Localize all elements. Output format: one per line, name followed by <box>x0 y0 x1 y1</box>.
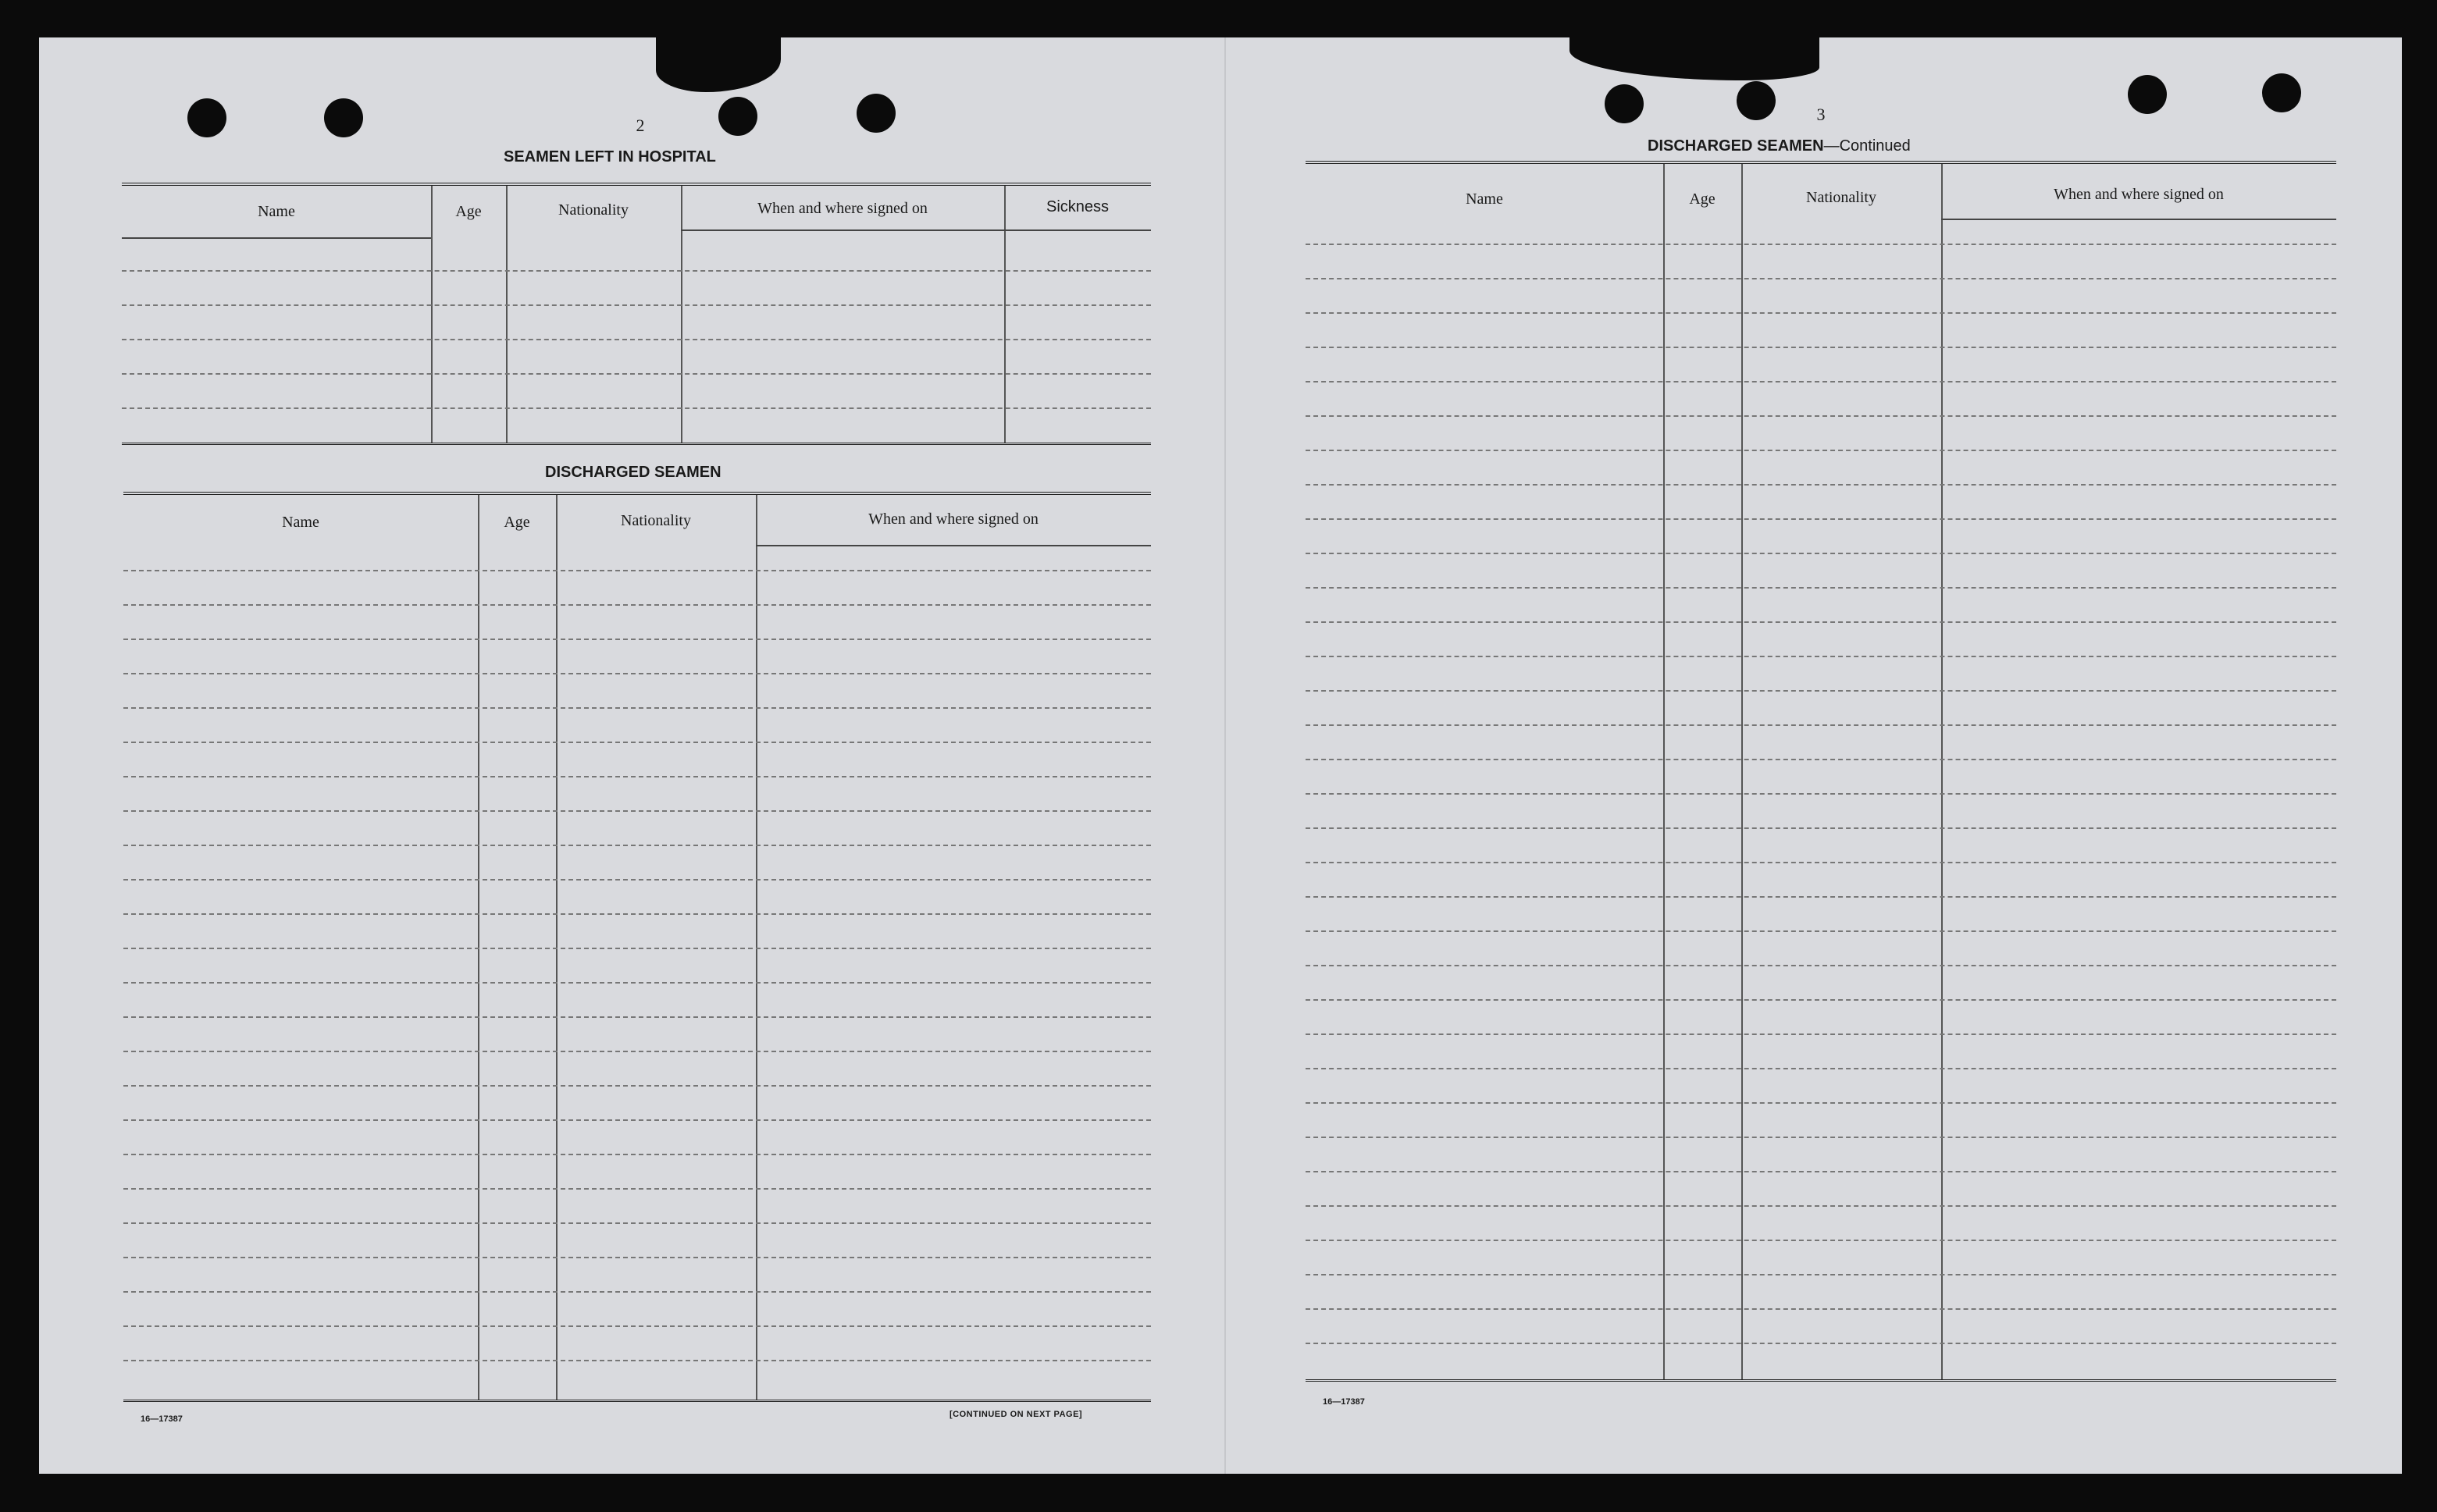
entry-line <box>123 1360 1151 1361</box>
continued-note: [CONTINUED ON NEXT PAGE] <box>950 1410 1083 1419</box>
entry-line <box>1306 1137 2336 1138</box>
entry-line <box>1306 656 2336 657</box>
entry-line <box>123 673 1151 674</box>
entry-line <box>123 1085 1151 1087</box>
entry-line <box>123 1119 1151 1121</box>
entry-line <box>1306 724 2336 726</box>
entry-line <box>1306 621 2336 623</box>
punch-hole <box>857 94 896 133</box>
punch-hole <box>187 98 226 137</box>
entry-line <box>123 639 1151 640</box>
entry-line <box>1306 930 2336 932</box>
entry-line <box>1306 244 2336 245</box>
page-number: 3 <box>1816 105 1826 124</box>
column-header-age: Age <box>504 514 530 531</box>
entry-line <box>1306 999 2336 1001</box>
discharged-continued-title <box>1648 137 1911 155</box>
entry-line <box>123 948 1151 949</box>
entry-line <box>123 1016 1151 1018</box>
entry-line <box>1306 312 2336 314</box>
entry-line <box>1306 450 2336 451</box>
entry-line <box>1306 415 2336 417</box>
form-number: 16—17387 <box>1323 1397 1365 1407</box>
entry-line <box>123 913 1151 915</box>
header-rule <box>681 229 1151 231</box>
column-header-nationality: Nationality <box>1806 189 1876 206</box>
hospital-section-title: SEAMEN LEFT IN HOSPITAL <box>504 148 716 165</box>
column-divider <box>681 186 682 443</box>
entry-line <box>1306 862 2336 863</box>
entry-line <box>1306 1205 2336 1207</box>
entry-line <box>123 1291 1151 1293</box>
column-divider <box>431 186 433 443</box>
entry-line <box>1306 381 2336 382</box>
column-header-signed-on: When and where signed on <box>868 511 1039 528</box>
entry-line <box>122 407 1151 409</box>
column-divider <box>506 186 508 443</box>
entry-line <box>1306 1240 2336 1241</box>
entry-line <box>122 373 1151 375</box>
entry-line <box>123 1188 1151 1190</box>
column-header-signed-on: When and where signed on <box>2054 186 2224 203</box>
entry-line <box>123 604 1151 606</box>
header-rule <box>122 237 431 239</box>
column-header-name: Name <box>282 514 319 531</box>
entry-line <box>1306 484 2336 486</box>
entry-line <box>123 742 1151 743</box>
entry-line <box>123 1325 1151 1327</box>
discharged-table-left <box>123 492 1151 1402</box>
header-rule <box>756 545 1151 546</box>
column-header-sickness: Sickness <box>1046 198 1110 215</box>
entry-line <box>1306 896 2336 898</box>
punch-hole <box>718 97 757 136</box>
entry-line <box>122 270 1151 272</box>
title-text: DISCHARGED SEAMEN <box>1648 137 1824 155</box>
entry-line <box>1306 965 2336 966</box>
column-header-nationality: Nationality <box>621 512 691 529</box>
entry-line <box>123 845 1151 846</box>
page-fold <box>1224 37 1226 1474</box>
entry-line <box>122 304 1151 306</box>
entry-line <box>1306 1343 2336 1344</box>
entry-line <box>1306 1171 2336 1172</box>
hospital-table <box>122 183 1151 445</box>
entry-line <box>123 1154 1151 1155</box>
punch-hole <box>2262 73 2301 112</box>
entry-line <box>123 1257 1151 1258</box>
column-header-age: Age <box>455 203 482 220</box>
column-header-age: Age <box>1689 190 1716 208</box>
column-header-nationality: Nationality <box>558 201 629 219</box>
punch-hole <box>1737 81 1776 120</box>
punch-hole <box>1605 84 1644 123</box>
entry-line <box>1306 827 2336 829</box>
entry-line <box>123 982 1151 984</box>
form-number: 16—17387 <box>141 1414 183 1424</box>
entry-line <box>1306 1274 2336 1275</box>
entry-line <box>1306 553 2336 554</box>
page-number: 2 <box>636 116 645 135</box>
entry-line <box>123 707 1151 709</box>
entry-line <box>1306 759 2336 760</box>
column-header-name: Name <box>258 203 295 220</box>
punch-hole <box>2128 75 2167 114</box>
column-header-name: Name <box>1466 190 1503 208</box>
punch-hole <box>324 98 363 137</box>
entry-line <box>123 810 1151 812</box>
entry-line <box>1306 587 2336 589</box>
entry-line <box>1306 1308 2336 1310</box>
discharged-section-title: DISCHARGED SEAMEN <box>545 464 721 481</box>
entry-line <box>122 339 1151 340</box>
title-suffix: —Continued <box>1823 137 1911 155</box>
header-rule <box>1941 219 2336 220</box>
discharged-table-right <box>1306 161 2336 1382</box>
entry-line <box>1306 690 2336 692</box>
column-divider <box>1004 186 1006 443</box>
entry-line <box>123 1051 1151 1052</box>
entry-line <box>1306 278 2336 279</box>
entry-line <box>1306 347 2336 348</box>
entry-line <box>1306 518 2336 520</box>
entry-line <box>123 570 1151 571</box>
entry-line <box>1306 1068 2336 1069</box>
entry-line <box>1306 1102 2336 1104</box>
entry-line <box>123 879 1151 881</box>
column-header-signed-on: When and where signed on <box>757 200 928 217</box>
entry-line <box>1306 1033 2336 1035</box>
entry-line <box>123 776 1151 777</box>
entry-line <box>1306 793 2336 795</box>
entry-line <box>123 1222 1151 1224</box>
